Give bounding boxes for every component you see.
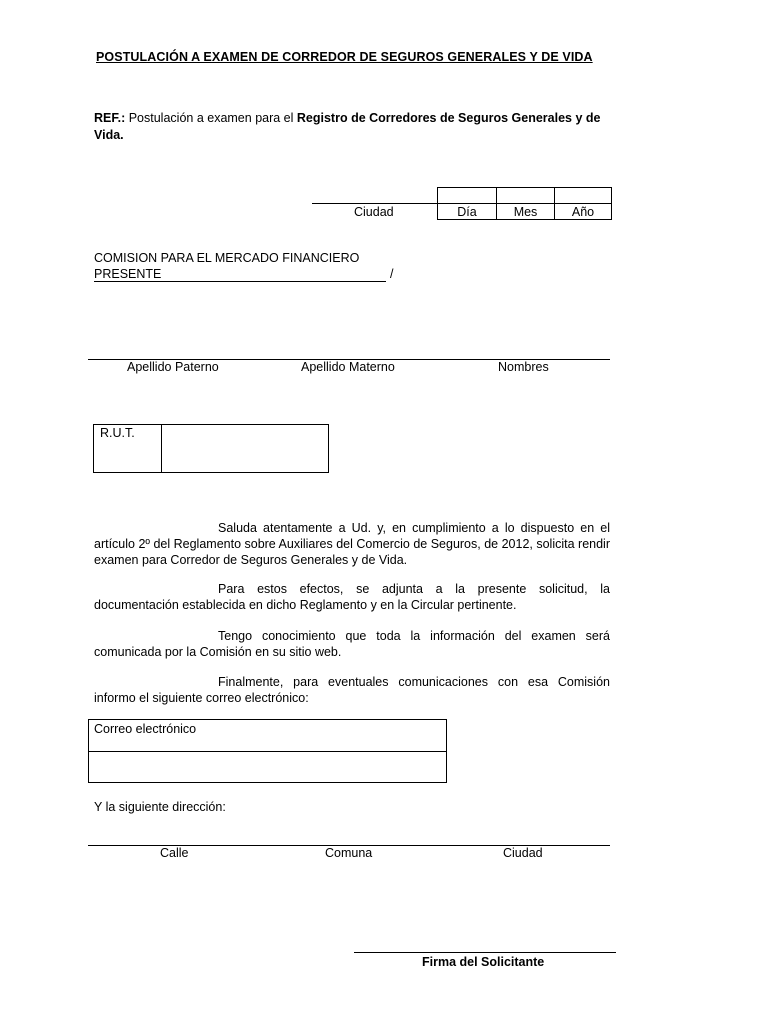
paragraph-4-text: Finalmente, para eventuales comunicaciones con esa Comisión informo el siguiente correo electrónico: bbox=[94, 675, 610, 705]
paragraph-4 bbox=[94, 674, 610, 706]
address-intro: Y la siguiente dirección: bbox=[94, 800, 226, 814]
paragraph-1-text: Saluda atentamente a Ud. y, en cumplimiento a lo dispuesto en el artículo 2º del Reglamento sobre Auxiliares del Comercio de Seguros, de 2012, solicita rendir examen para Corredor de Seguros Generales y de Vida. bbox=[94, 521, 610, 567]
given-names-label: Nombres bbox=[498, 360, 549, 374]
day-label: Día bbox=[438, 204, 497, 220]
date-table bbox=[437, 187, 612, 220]
month-field[interactable] bbox=[497, 188, 555, 204]
year-field[interactable] bbox=[555, 188, 612, 204]
paragraph-1 bbox=[94, 520, 610, 568]
addressee-slash: / bbox=[390, 267, 394, 281]
paragraph-3-text: Tengo conocimiento que toda la información del examen será comunicada por la Comisión en su sitio web. bbox=[94, 629, 610, 659]
day-field[interactable] bbox=[438, 188, 497, 204]
email-input[interactable] bbox=[89, 752, 446, 782]
email-label: Correo electrónico bbox=[94, 722, 197, 736]
paternal-surname-label: Apellido Paterno bbox=[127, 360, 219, 374]
rut-input[interactable] bbox=[163, 425, 327, 472]
addressee-line1: COMISION PARA EL MERCADO FINANCIERO bbox=[94, 251, 360, 265]
signature-label: Firma del Solicitante bbox=[422, 955, 545, 969]
paragraph-2-text: Para estos efectos, se adjunta a la presente solicitud, la documentación establecida en dicho Reglamento y en la Circular pertinente. bbox=[94, 582, 610, 612]
ref-bold-text: Registro de Corredores de Seguros Generales y de Vida. bbox=[94, 111, 601, 142]
addressee-underline bbox=[94, 281, 386, 282]
maternal-surname-label: Apellido Materno bbox=[301, 360, 395, 374]
ref-label: REF.: bbox=[94, 111, 126, 125]
address-city-label: Ciudad bbox=[503, 846, 543, 860]
city-label: Ciudad bbox=[354, 205, 394, 219]
document-title: POSTULACIÓN A EXAMEN DE CORREDOR DE SEGUROS GENERALES Y DE VIDA bbox=[96, 50, 593, 64]
city-line[interactable] bbox=[312, 203, 437, 204]
rut-box bbox=[93, 424, 329, 473]
street-label: Calle bbox=[160, 846, 189, 860]
rut-divider bbox=[161, 425, 162, 472]
rut-label: R.U.T. bbox=[100, 426, 135, 440]
month-label: Mes bbox=[497, 204, 555, 220]
commune-label: Comuna bbox=[325, 846, 373, 860]
signature-line[interactable] bbox=[354, 952, 616, 953]
reference-block bbox=[94, 110, 614, 144]
paragraph-3 bbox=[94, 628, 610, 660]
email-box bbox=[88, 719, 447, 783]
paragraph-2 bbox=[94, 581, 610, 613]
ref-text: Postulación a examen para el bbox=[125, 111, 297, 125]
addressee-line2: PRESENTE bbox=[94, 267, 162, 281]
year-label: Año bbox=[555, 204, 612, 220]
